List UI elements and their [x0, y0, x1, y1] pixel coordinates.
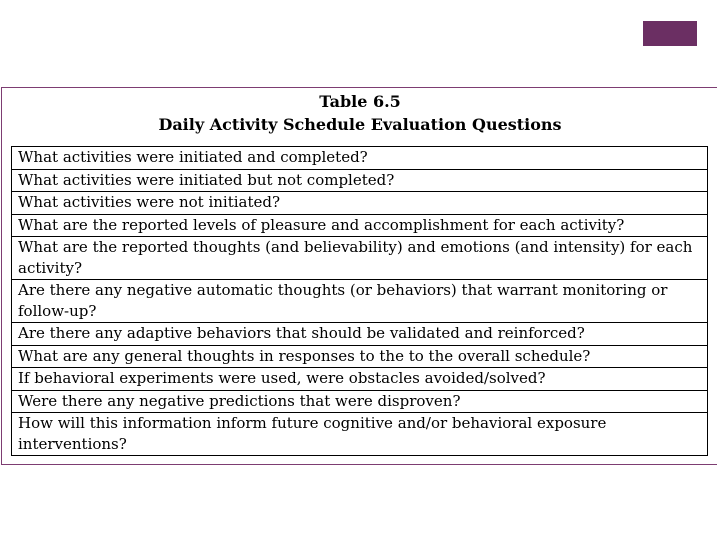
question-cell: How will this information inform future cognitive and/or behavioral exposure interventions?	[12, 413, 708, 456]
table-row	[12, 237, 708, 280]
table-row	[12, 323, 708, 346]
question-cell: Are there any adaptive behaviors that should be validated and reinforced?	[12, 323, 708, 346]
question-cell: What are any general thoughts in responses to the to the overall schedule?	[12, 345, 708, 368]
question-cell: What activities were initiated and completed?	[12, 147, 708, 170]
table-title: Table 6.5	[319, 92, 401, 111]
table-row	[12, 192, 708, 215]
table-row	[12, 214, 708, 237]
question-cell: If behavioral experiments were used, were obstacles avoided/solved?	[12, 368, 708, 391]
table-row	[12, 390, 708, 413]
table-row	[12, 280, 708, 323]
table-row	[12, 169, 708, 192]
question-cell: What activities were not initiated?	[12, 192, 708, 215]
questions-table	[11, 146, 708, 456]
question-cell: What are the reported levels of pleasure and accomplishment for each activity?	[12, 214, 708, 237]
table-row	[12, 413, 708, 456]
accent-box	[643, 21, 697, 46]
question-cell: Are there any negative automatic thoughts (or behaviors) that warrant monitoring or follow-up?	[12, 280, 708, 323]
table-row	[12, 147, 708, 170]
question-cell: What activities were initiated but not completed?	[12, 169, 708, 192]
table-subtitle: Daily Activity Schedule Evaluation Questions	[158, 115, 562, 134]
question-cell: Were there any negative predictions that were disproven?	[12, 390, 708, 413]
question-cell: What are the reported thoughts (and believability) and emotions (and intensity) for each activity?	[12, 237, 708, 280]
table-row	[12, 345, 708, 368]
table-row	[12, 368, 708, 391]
